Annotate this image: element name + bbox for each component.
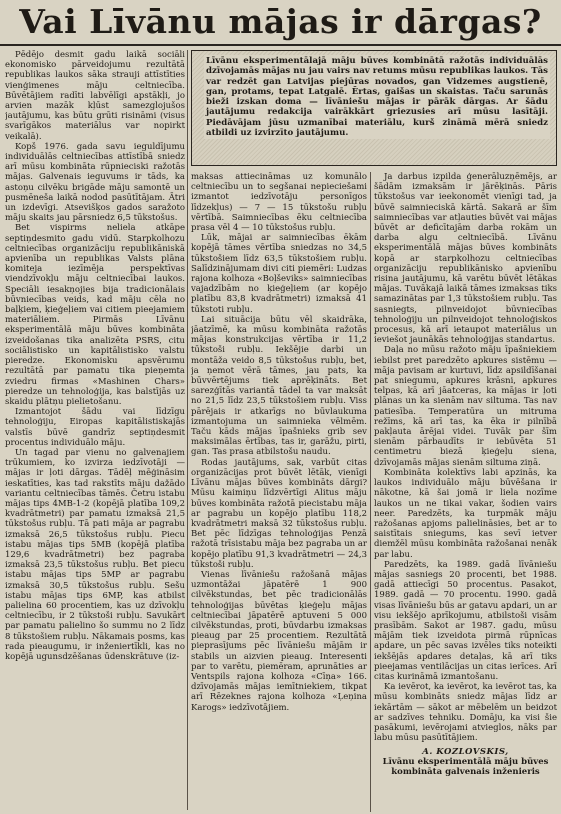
paragraph: Bet vispirms neliela atkāpe septiņdesmito gadu vidū. Starpkolhozu celtniecības organizāciju republikāniskā apvienība un republikas Valsts plāna komiteja iezīmēja perspektīvas viendzīvokļu māju celtniecībai laukos. Speciāli iesakņojies bija tradicionālais būvniecības veids, kad māju cēla no baļķiem, ķieģeļiem vai citiem pieejamiem materiāliem. Pirmās Līvānu eksperimentālā māju būves kombināta izveidošanas tika analizēta PSRS, citu sociālistisko un kapitālistisko valstu pieredze. Ekonomisku apsvērumu rezultātā par pamatu tika pieņemta zviedru firmas «Mashinen Chars» pieredze un tehnoloģija, kas balstījās uz skaidu plātņu pielietošanu. [5, 223, 185, 407]
article-column-1 [5, 50, 185, 810]
article-column-2 [191, 172, 367, 812]
paragraph: Daļa no mūsu ražoto māju īpašniekiem iebilst pret paredzēto apkures sistēmu — māja pavisam ar kurtuvi, līdz apsildīšanai pat sniegumu, apkures krāsni, apkures telpas, kā arī jāatceras, ka mājas ir ļoti plānas un ka sienām nav siltuma. Tas nav patiesība. Temperatūra un mitruma režīms, kā arī tas, ka ēka ir pilnībā pakļauta ārējai videi. Tuvāk par šīm sienām pārbaudīts ir iebūvēta 51 centimetru biezā ķieģeļu siena, dzīvojamās mājas sienām siltuma ziņā. [374, 345, 557, 468]
paragraph: Un tagad par vienu no galvenajiem trūkumiem, ko izvirza iedzīvotāji — mājas ir ļoti dārgas. Tādēļ mēģināsim ieskatīties, kas tad rakstīts māju dažādo variantu celtniecības tāmēs. Četru istabu mājas tips 4MB-1-2 (kopējā platība 109,2 kvadrātmetri) par pamatu izmaksā 21,5 tūkstošus rubļu. Tā pati māja ar pagrabu izmaksā 26,5 tūkstošus rubļu. Piecu istabu mājas tips 5MB (kopējā platība 129,6 kvadrātmetri) bez pagraba izmaksā 23,5 tūkstošus rubļu. Bet piecu istabu mājas tips 5MP ar pagrabu izmaksā 30,5 tūkstošus rubļu. Sešu istabu mājas tips 6MP, kas atbilst palielina 60 procentiem, kas uz dzīvokļu celtniecību, ir 2 tūkstoši rubļu. Savukārt par pamatu palielino šo summu no 2 līdz 8 tūkstošiem rubļu. Nākamais posms, kas rada pieaugumu, ir inženiertīkli, kas no kopējā ugunsdzēšanas ūdenskrātuve (iz- [5, 447, 185, 662]
author-name: A. KOZLOVSKIS, [422, 747, 509, 758]
article-title: Vai Līvānu mājas ir dārgas? [0, 0, 561, 46]
column-divider [187, 50, 188, 810]
paragraph: Ka ievērot, ka ievērot, ka ievērot tas, ka mūsu kombināts sniedz mājas līdz ar iekārtām — sākot ar mēbelēm un beidzot ar sadzīves tehniku. Domāju, ka visi šie pasākumi, ievērojami atvieglos, nāks par labu mūsu pasūtītājiem. [374, 682, 557, 744]
paragraph: Lūk, mājai ar saimniecības ēkām kopējā tāmes vērtība sniedzas no 34,5 tūkstošiem līdz 63,5 tūkstošiem rubļu. Salīdzinājumam divi citi piemēri: Ludzas rajona kolhoza «Boļševiks» saimniecības vajadzībām no ķieģeļiem (ar kopējo platību 83,8 kvadrātmetri) izmaksā 41 tūkstoti rubļu. [191, 233, 367, 315]
paragraph: Pēdējo desmit gadu laikā sociāli ekonomisko pārveidojumu rezultātā republikas laukos sāka strauji attīstīties vienģimenes māju celtniecība. Būvētājiem radīti labvēlīgi apstākļi, jo arvien mazāk kļūst samezglojušos jautājumu, kas būtu grūti risināmi (visus svarīgākos materiālus var nopirkt veikalā). [5, 50, 185, 142]
paragraph: Vienas līvāniešu ražošanā mājas uzmontāžai jāpatērē 1 900 cilvēkstundas, bet pēc tradicionālās tehnoloģijas būvētas ķieģeļu mājas celtniecībai jāpatērē aptuveni 5 000 cilvēkstundas, proti, būvdarbu izmaksas pieaug par 25 procentiem. Rezultātā pieprasījums pēc līvāniešu mājām ir stabils un aizvien pieaug. Interesenti par to varētu, piemēram, aprunāties ar Ventspils rajona kolhoza «Cīņa» 166. dzīvojamās mājas iemītniekiem, tikpat arī Rēzeknes rajona kolhoza «Ļeņina Karogs» iedzīvotājiem. [191, 569, 367, 713]
paragraph: maksas attiecināmas uz komunālo celtniecību un to segšanai nepieciešami izmantot iedzīvotāju personīgos līdzekļus) — 7 — 15 tūkstošu rubļu vērtībā. Saimniecības ēku celtniecība prasa vēl 4 — 10 tūkstošus rubļu. [191, 172, 367, 234]
paragraph: Izmantojot šādu vai līdzīgu tehnoloģiju, Eiropas kapitālistiskajās valstīs būvē gandrīz septiņdesmit procentus individuālo māju. [5, 407, 185, 448]
intro-text: Līvānu eksperimentālajā māju būves kombinātā ražotās individuālās dzīvojamās mājas nu jau vairs nav retums mūsu republikas laukos. Tās var redzēt gan Latvijas piejūras novados, gan Vidzemes augstienē, gan, protams, tepat Latgalē. Ērtas, gaišas un skaistas. Taču sarunās bieži izskan doma — līvāniešu mājas ir pārāk dārgas. Ar šādu jautājumu redakcija vairākkārt griezusies arī mūsu lasītāji. Piedāvājam jūsu uzmanībai materiālu, kurš zināmā mērā sniedz atbildi uz izvirzīto jautājumu. [206, 56, 548, 139]
author-signature [374, 747, 557, 777]
paragraph: Rodas jautājums, sak, varbūt citas organizācijas prot būvēt lētāk, vienīgi Līvānu mājas būves kombināts dārgi? Mūsu kaimiņu līdzvērtīgi Alitus māju būves kombināta ražotā piecistabu māja ar pagrabu un kopējo platību 118,2 kvadrātmetri maksā 32 tūkstošus rubļu. Bet pēc līdzīgas tehnoloģijas Penzā ražotā trīsistabu māja bez pagraba un ar kopējo platību 91,3 kvadrātmetri — 24,3 tūkstoši rubļu. [191, 457, 367, 570]
paragraph: Kombināta kolektīvs labi apzinās, ka laukos individuālo māju būvēšana ir nākotne, kā šai jomā ir liela nozīme laukos un ne tikai vakar, šodien vairs neer. Paredzēts, ka turpmāk māju ražošanas apjoms palielināsies, bet ar to saistītais sniegums, kas sevī ietver diemžēl mūsu kombināta ražošanai nenāk par labu. [374, 467, 557, 560]
paragraph: Ja darbus izpilda ģenerāluzņēmējs, ar šādām izmaksām ir jārēķinās. Pāris tūkstošus var ieekonomēt vienīgi tad, ja būvē saimnieciskā kārtā. Sakarā ar šīm saimniecības var atļauties būvēt vai mājas būvēt ar deficītajām darba rokām un darba algu celtniecībā. Līvānu eksperimentālā mājas būves kombināts kopā ar starpkolhozu celtniecības organizāciju republikānisko apvienību risina jautājumu, kā varētu būvēt lētākas mājas. Tuvākajā laikā tāmes izmaksas tiks samazinātas par 1,3 tūkstošiem rubļu. Tas sasniegts, pilnveidojot būvniecības tehnoloģiju un pilnveidojot tehnoloģiskos procesus, kā arī ietaupot materiālus un ieviešot jaunākās tehnoloģijas standartus. [374, 172, 557, 346]
paragraph: Paredzēts, ka 1989. gadā līvāniešu mājas sasniegs 20 procenti, bet 1988. gadā attiecīgi 50 procentus. Pasakot, 1989. gadā — 70 procentu. 1990. gadā visas līvāniešu būs ar gatavu apdari, un ar visu iekšējo aprīkojumu, atbilstoši visām prasībām. Sakot ar 1987. gadu, mūsu mājām tiek izveidota pirmā rūpnīcas apdare, un pēc savas izvēles tiks noteikti iekšējās apdares detaļas, kā arī tiks pieejamas ventilācijas un citas ierīces. Arī citas kurināmā izmantošanu. [374, 559, 557, 682]
article-column-3 [374, 172, 557, 812]
author-role: Līvānu eksperimentālā māju būves kombināta galvenais inženieris [382, 757, 549, 778]
paragraph: Lai situācija būtu vēl skaidrāka, jāatzīmē, ka mūsu kombināta ražotās mājas konstrukcijas vērtība ir 11,2 tūkstoši rubļu. Iekšējie darbi un montāža veido 8,5 tūkstošus rubļu, bet, ja ņemot vērā tāmes, jau pats, ka būvvērtējums tiek aprēķināts. Bet sarezģītās variantā tādel ta var maksāt no 21,5 līdz 23,5 tūkstošiem rubļu. Viss pārējais ir atkarīgs no būvlaukuma izmantojuma un saimnieka vēlmēm. Taču kāds mājas īpašnieks grib sev maksimālas ērtības, tas ir, garāžu, pirti, gan. Tas prasa atbilstošu naudu. [191, 314, 367, 458]
column-divider [370, 172, 371, 812]
paragraph: Kopš 1976. gada savu ieguldījumu individuālās celtniecības attīstībā sniedz arī mūsu kombināta rūpnieciski ražotās mājas. Galvenais ieguvums ir tāds, ka astoņu cilvēku brigāde māju samontē un pusmēneša laikā nodod pasūtītājam. Ātri un izdevīgi. Atsevišķos gados saražoto māju skaits jau pārsniedz 6,5 tūkstošus. [5, 141, 185, 224]
intro-box [191, 50, 557, 166]
